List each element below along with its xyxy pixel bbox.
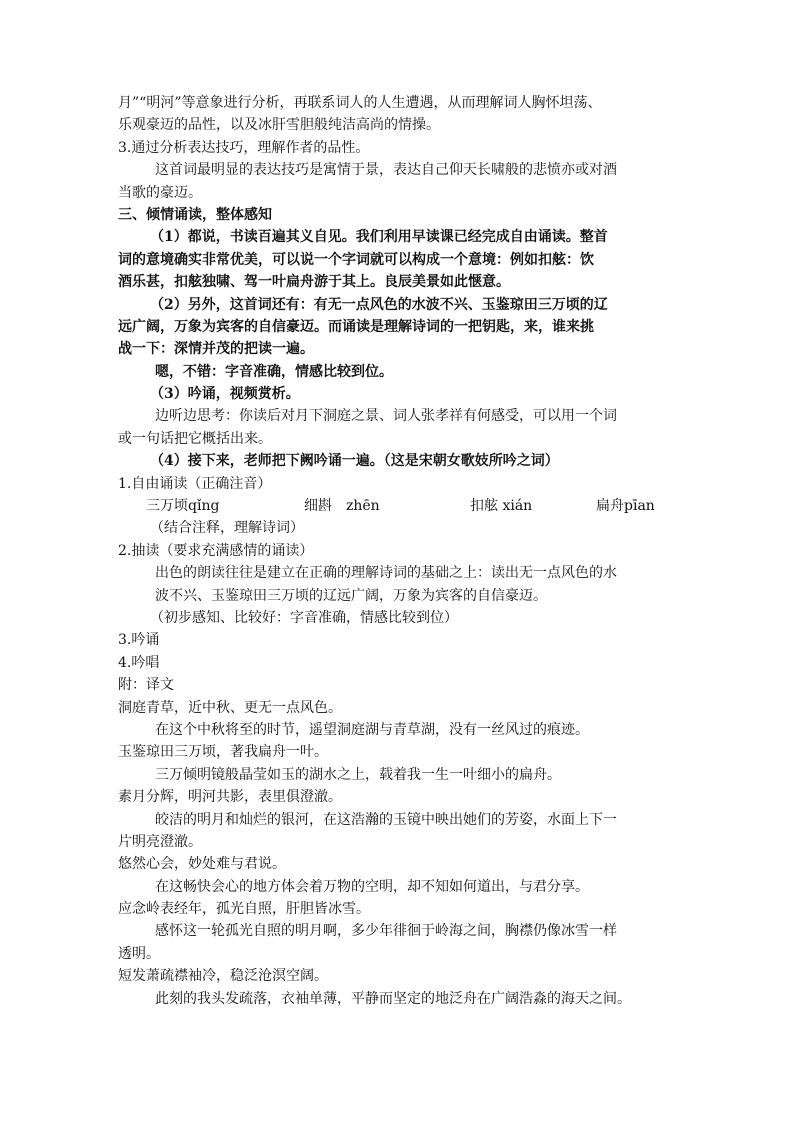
text-line: 乐观豪迈的品性，以及冰肝雪胆般纯洁高尚的情操。 bbox=[118, 117, 440, 134]
pinyin-item: 三万顷qǐng bbox=[146, 498, 220, 515]
text-line: 战一下：深情并茂的把读一遍。 bbox=[118, 341, 314, 358]
text-line: 月”“明河”等意象进行分析，再联系词人的人生遭遇，从而理解词人胸怀坦荡、 bbox=[118, 95, 602, 111]
poem-line: 应念岭表经年，孤光自照，肝胆皆冰雪。 bbox=[118, 901, 370, 918]
poem-line: 悠然心会，妙处难与君说。 bbox=[118, 856, 286, 873]
section-heading: 三、倾情诵读，整体感知 bbox=[118, 206, 272, 223]
translation-line: 在这畅快会心的地方体会着万物的空明，却不知如何道出，与君分享。 bbox=[155, 878, 589, 895]
text-line: （2）另外，这首词还有：有无一点风色的水波不兴、玉鉴琼田三万顷的辽 bbox=[150, 296, 608, 313]
pinyin-row bbox=[118, 495, 678, 517]
text-line: 远广阔，万象为宾客的自信豪迈。而诵读是理解诗词的一把钥匙，来，谁来挑 bbox=[118, 318, 594, 335]
text-line: 酒乐甚，扣舷独啸、驾一叶扁舟游于其上。良辰美景如此惬意。 bbox=[118, 274, 510, 291]
text-line: （结合注释，理解诗词） bbox=[150, 520, 304, 537]
text-line: 4.吟唱 bbox=[118, 654, 160, 671]
text-line: （3）吟诵，视频赏析。 bbox=[150, 386, 300, 403]
poem-line: 短发萧疏襟袖冷，稳泛沧溟空阔。 bbox=[118, 968, 328, 985]
translation-line: 此刻的我头发疏落，衣袖单薄，平静而坚定的地泛舟在广阔浩淼的海天之间。 bbox=[155, 990, 631, 1007]
translation-line: 皎洁的明月和灿烂的银河，在这浩瀚的玉镜中映出她们的芳姿，水面上下一 bbox=[155, 811, 617, 828]
poem-line: 玉鉴琼田三万顷，著我扁舟一叶。 bbox=[118, 744, 328, 761]
text-line: （初步感知、比较好：字音准确，情感比较到位） bbox=[150, 609, 458, 626]
text-line: 出色的朗读往往是建立在正确的理解诗词的基础之上：读出无一点风色的水 bbox=[155, 565, 617, 582]
text-line: 波不兴、玉鉴琼田三万顷的辽远广阔，万象为宾客的自信豪迈。 bbox=[155, 587, 547, 604]
text-line: 3.吟诵 bbox=[118, 632, 160, 649]
appendix-label: 附：译文 bbox=[118, 677, 174, 694]
text-line: 2.抽读（要求充满感情的诵读） bbox=[118, 542, 314, 559]
translation-line: 三万倾明镜般晶莹如玉的湖水之上，载着我一生一叶细小的扁舟。 bbox=[155, 766, 561, 783]
pinyin-item: 扁舟pīan bbox=[596, 498, 655, 515]
text-line: 边听边思考：你读后对月下洞庭之景、词人张孝祥有何感受，可以用一个词 bbox=[155, 408, 617, 425]
translation-line: 感怀这一轮孤光自照的明月啊，多少年徘徊于岭海之间，胸襟仍像冰雪一样 bbox=[155, 923, 617, 940]
text-line: （1）都说，书读百遍其义自见。我们利用早读课已经完成自由诵读。整首 bbox=[150, 229, 608, 246]
text-line: 1.自由诵读（正确注音） bbox=[118, 475, 272, 492]
poem-line: 素月分辉，明河共影，表里俱澄澈。 bbox=[118, 789, 342, 806]
document-body bbox=[118, 92, 678, 1010]
text-line: 或一句话把它概括出来。 bbox=[118, 430, 272, 447]
poem-line: 洞庭青草，近中秋、更无一点风色。 bbox=[118, 699, 342, 716]
translation-line: 透明。 bbox=[118, 945, 160, 962]
text-line: （4）接下来，老师把下阙吟诵一遍。（这是宋朝女歌妓所吟之词） bbox=[150, 453, 559, 470]
translation-line: 在这个中秋将至的时节，遥望洞庭湖与青草湖，没有一丝风过的痕迹。 bbox=[155, 721, 589, 738]
pinyin-item: 扣舷 xián bbox=[470, 498, 533, 515]
pinyin-item: 细斟 zhēn bbox=[304, 498, 380, 515]
section-point-3: 3.通过分析表达技巧，理解作者的品性。 bbox=[118, 139, 370, 156]
text-line: 词的意境确实非常优美，可以说一个字词就可以构成一个意境：例如扣舷：饮 bbox=[118, 251, 594, 268]
text-line: 嗯，不错：字音准确，情感比较到位。 bbox=[155, 363, 393, 380]
translation-line: 片明亮澄澈。 bbox=[118, 833, 202, 850]
text-line: 这首词最明显的表达技巧是寓情于景，表达自己仰天长啸般的悲愤亦或对酒 bbox=[155, 162, 617, 179]
text-line: 当歌的豪迈。 bbox=[118, 184, 202, 201]
